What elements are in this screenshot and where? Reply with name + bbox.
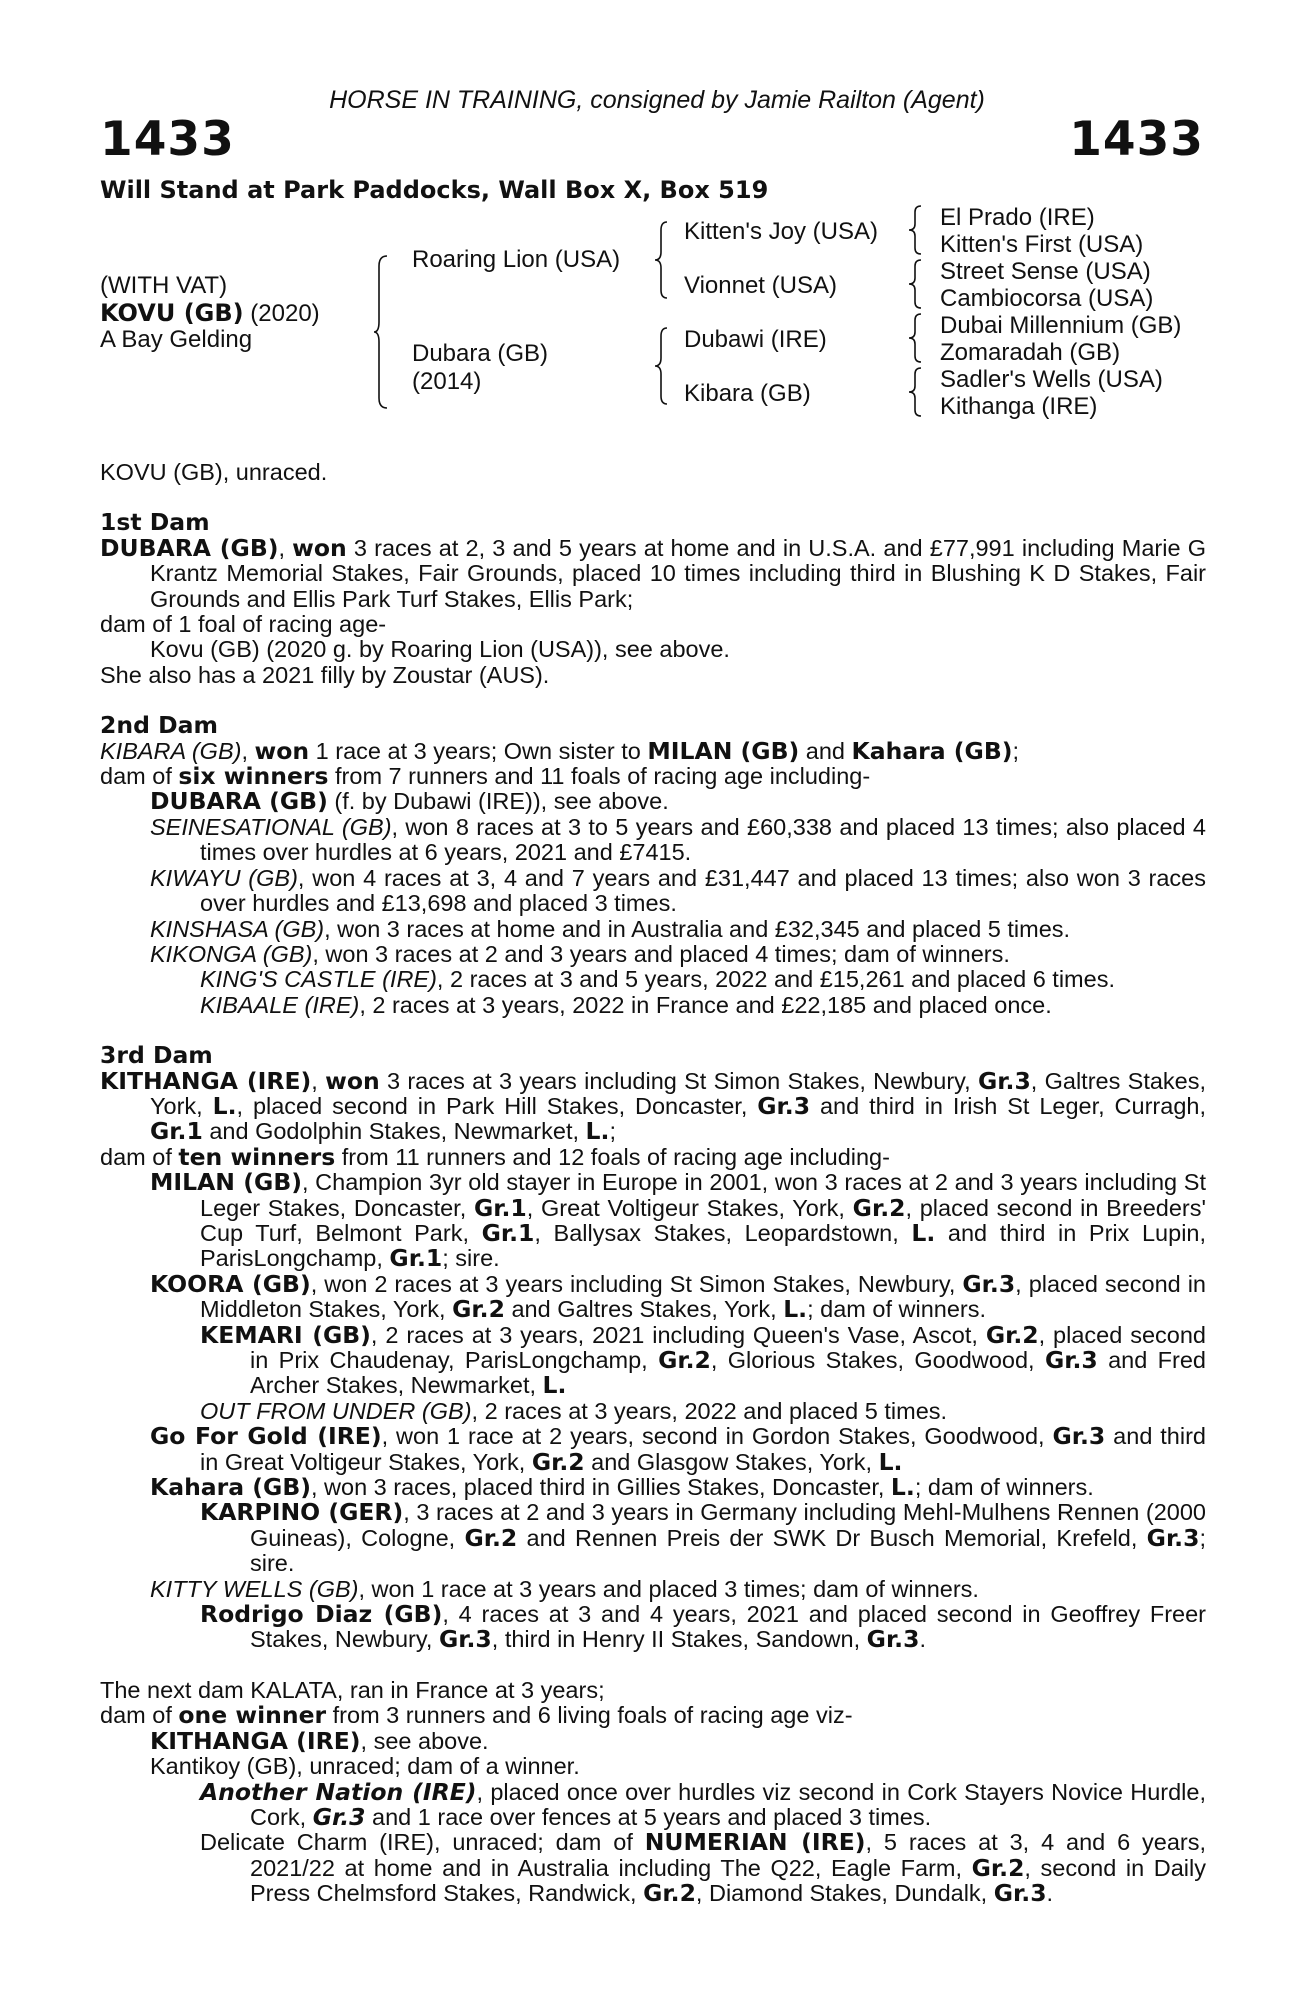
produce-delicate-charm — [100, 1830, 1206, 1906]
produce-name: MILAN (GB) — [150, 1168, 302, 1197]
text: , 5 races at 3, 4 and 6 years, 2021/22 at home and in Australia including The Q22, Eagle Farm, — [250, 1829, 1207, 1881]
horse-year: (2020) — [243, 300, 320, 327]
text: , 2 races at 3 and 5 years, 2022 and £15,261 and placed 6 times. — [436, 966, 1115, 993]
grade: Gr.3 — [757, 1091, 811, 1120]
text: , won 2 races at 3 years including St Simon Stakes, Newbury, — [310, 1270, 963, 1297]
text: dam of — [100, 1702, 179, 1729]
third-dam-dam-of — [100, 1142, 1206, 1171]
grade: Gr.3 — [438, 1625, 492, 1654]
text: (f. by Dubawi (IRE)), see above. — [327, 788, 669, 815]
text: , 2 races at 3 years, 2021 including Queen's Vase, Ascot, — [370, 1321, 986, 1348]
produce-name: OUT FROM UNDER (GB) — [200, 1397, 472, 1424]
produce-name: KARPINO (GER) — [200, 1498, 404, 1527]
grade: L. — [783, 1295, 808, 1324]
text: and Godolphin Stakes, Newmarket, — [202, 1118, 586, 1145]
ggp-sss: El Prado (IRE) — [940, 204, 1095, 231]
grade: L. — [911, 1218, 936, 1247]
text: ; sire. — [442, 1245, 500, 1272]
text: , won 1 race at 3 years and placed 3 times; dam of winners. — [358, 1575, 979, 1602]
winners-count: six winners — [178, 762, 329, 791]
text: dam of — [100, 763, 179, 790]
text: ; sire. — [250, 1524, 1206, 1577]
grade: Gr.3 — [977, 1066, 1031, 1095]
text: , placed once over hurdles viz second in Cork Stayers Novice Hurdle, Cork, — [250, 1778, 1206, 1830]
text: , 2 races at 3 years, 2022 and placed 5 times. — [471, 1397, 948, 1424]
text: and third in Prix Lupin, ParisLongchamp, — [200, 1219, 1207, 1272]
text: from 7 runners and 11 foals of racing age including- — [328, 763, 871, 790]
text: , placed second in Prix Chaudenay, ParisLongchamp, — [250, 1321, 1206, 1373]
produce-dubara — [100, 789, 1206, 814]
grade: L. — [878, 1447, 903, 1476]
bracket-sd — [908, 258, 926, 310]
third-dam-name: KITHANGA (IRE) — [100, 1066, 312, 1095]
produce-name: DUBARA (GB) — [150, 787, 328, 816]
ggp-sds: Street Sense (USA) — [940, 258, 1151, 285]
first-dam-text: 3 races at 2, 3 and 5 years at home and in U.S.A. and £77,991 including Marie G Krantz Memorial Stakes, Fair Grounds, placed 10 times including third in Blushing K D Stakes, Fair Grounds and Ellis Park Turf Stakes, Ellis Park; — [150, 534, 1206, 612]
text: . — [1046, 1880, 1054, 1907]
bracket-ds — [908, 312, 926, 364]
produce-kahara — [100, 1475, 1206, 1500]
produce-name: KEMARI (GB) — [200, 1320, 371, 1349]
text: and Rennen Preis der SWK Dr Busch Memorial, Krefeld, — [517, 1524, 1147, 1551]
produce-name: NUMERIAN (IRE) — [644, 1828, 866, 1857]
produce-name: Go For Gold (IRE) — [150, 1422, 382, 1451]
text: and Fred Archer Stakes, Newmarket, — [250, 1347, 1206, 1399]
produce-name: KING'S CASTLE (IRE) — [200, 966, 437, 993]
grade: Gr.2 — [985, 1320, 1039, 1349]
text: , see above. — [360, 1727, 489, 1754]
produce-name: Rodrigo Diaz (GB) — [200, 1600, 443, 1629]
text: , Ballysax Stakes, Leopardstown, — [534, 1219, 912, 1246]
text: , won 4 races at 3, 4 and 7 years and £31,447 and placed 13 times; also won 3 races over hurdles and £13,698 and placed 3 times. — [200, 864, 1206, 917]
bracket-sire — [654, 220, 672, 300]
produce-kikonga — [100, 942, 1206, 967]
grade: Gr.2 — [464, 1523, 518, 1552]
dam-year: (2014) — [412, 368, 482, 395]
text: and Galtres Stakes, York, — [504, 1296, 784, 1323]
produce-kinshasa — [100, 917, 1206, 942]
text: , Great Voltigeur Stakes, York, — [526, 1194, 853, 1221]
first-dam-record: DUBARA (GB), won 3 races at 2, 3 and 5 years at home and in U.S.A. and £77,991 including Marie G Krantz Memorial Stakes, Fair Grounds, placed 10 times including third in Blushing K D Stakes, Fair Grounds and Ellis Park Turf Stakes, Ellis Park; — [100, 533, 1206, 612]
dam-dam: Kibara (GB) — [684, 380, 811, 407]
produce-another-nation — [100, 1777, 1206, 1831]
first-dam-also: She also has a 2021 filly by Zoustar (AUS). — [100, 661, 550, 688]
grade: Gr.2 — [452, 1295, 505, 1324]
text: 1 race at 3 years; Own sister to — [309, 737, 648, 764]
grade: L. — [585, 1117, 610, 1146]
horse-name: KOVU (GB) — [100, 299, 244, 327]
grade: Gr.3 — [1044, 1346, 1098, 1374]
won-label: won — [325, 1066, 380, 1095]
ggp-dsd: Zomaradah (GB) — [940, 339, 1121, 366]
produce-name: KIKONGA (GB) — [150, 940, 313, 967]
produce-go-for-gold — [100, 1424, 1206, 1475]
text: and third in Great Voltigeur Stakes, York, — [200, 1423, 1206, 1475]
winners-count: ten winners — [178, 1142, 336, 1171]
second-dam-heading: 2nd Dam — [100, 711, 218, 740]
dam-sire: Dubawi (IRE) — [684, 326, 827, 353]
produce-name: Kahara (GB) — [150, 1473, 311, 1502]
produce-koora — [100, 1269, 1206, 1324]
produce-milan — [100, 1170, 1206, 1272]
next-dam-line: The next dam KALATA, ran in France at 3 years; — [100, 1676, 605, 1703]
grade: Gr.3 — [1052, 1422, 1106, 1451]
second-dam-record: KIBARA (GB), won 1 race at 3 years; Own sister to MILAN (GB) and Kahara (GB); — [100, 736, 1020, 765]
text: dam of — [100, 1143, 179, 1170]
text: . — [919, 1626, 926, 1653]
grade: Gr.2 — [852, 1193, 906, 1222]
sibling-name: Kahara (GB) — [851, 736, 1013, 765]
dam: Dubara (GB) — [412, 340, 549, 367]
text: ; dam of winners. — [807, 1296, 987, 1323]
stand-location: Will Stand at Park Paddocks, Wall Box X, Box 519 — [100, 176, 769, 204]
text: and — [799, 737, 852, 764]
produce-name: KINSHASA (GB) — [150, 915, 325, 942]
horse-description: A Bay Gelding — [100, 326, 253, 353]
text: , 4 races at 3 and 4 years, 2021 and placed second in Geoffrey Freer Stakes, Newbury, — [250, 1601, 1206, 1653]
grade: Gr.1 — [389, 1244, 443, 1273]
bracket-dd — [908, 366, 926, 418]
first-dam-heading: 1st Dam — [100, 508, 210, 537]
catalogue-body — [100, 460, 1206, 1907]
bracket-parents — [373, 254, 393, 410]
text: , 3 races at 2 and 3 years in Germany including Mehl-Mulhens Rennen (2000 Guineas), Cologne, — [250, 1499, 1206, 1551]
produce-kantikoy: Kantikoy (GB), unraced; dam of a winner. — [150, 1753, 580, 1780]
produce-kiwayu — [100, 866, 1206, 917]
third-dam-heading: 3rd Dam — [100, 1041, 213, 1070]
produce-name: KIBAALE (IRE) — [200, 991, 360, 1018]
grade: Gr.3 — [866, 1625, 920, 1654]
produce-name: SEINESATIONAL (GB) — [150, 813, 392, 840]
grade: Gr.2 — [971, 1853, 1025, 1882]
produce-name: KIWAYU (GB) — [150, 864, 298, 891]
bracket-dam — [654, 326, 672, 406]
won-label: won — [292, 533, 347, 562]
text: ; — [1012, 737, 1020, 764]
grade: Gr.2 — [643, 1879, 696, 1908]
sire-dam: Vionnet (USA) — [684, 272, 837, 299]
text: , placed second in Middleton Stakes, York, — [200, 1270, 1206, 1323]
grade: Gr.1 — [481, 1218, 535, 1247]
text: Delicate Charm (IRE), unraced; dam of — [200, 1829, 645, 1856]
first-dam-name: DUBARA (GB) — [100, 533, 279, 562]
text: , won 3 races, placed third in Gillies Stakes, Doncaster, — [310, 1474, 891, 1501]
text: ; — [609, 1118, 616, 1145]
produce-kibaale — [100, 993, 1206, 1018]
produce-name: KITTY WELLS (GB) — [150, 1575, 359, 1602]
intro-line: KOVU (GB), unraced. — [100, 459, 328, 485]
grade: L. — [212, 1091, 237, 1120]
text: , placed second in Breeders' Cup Turf, Belmont Park, — [200, 1194, 1206, 1246]
produce-kemari — [100, 1320, 1206, 1400]
text: , 2 races at 3 years, 2022 in France and £22,185 and placed once. — [359, 991, 1052, 1018]
text: from 11 runners and 12 foals of racing age including- — [335, 1143, 890, 1170]
produce-rodrigo-diaz — [100, 1602, 1206, 1653]
text: , placed second in Park Hill Stakes, Doncaster, — [236, 1092, 758, 1119]
text: , Glorious Stakes, Goodwood, — [710, 1347, 1045, 1373]
lot-number-right: 1433 — [1069, 112, 1204, 167]
ggp-ssd: Kitten's First (USA) — [940, 231, 1144, 258]
ggp-dds: Sadler's Wells (USA) — [940, 366, 1163, 393]
second-dam-dam-of — [100, 764, 1206, 789]
ggp-sdd: Cambiocorsa (USA) — [940, 285, 1154, 312]
produce-karpino — [100, 1500, 1206, 1576]
text: , Galtres Stakes, York, — [150, 1067, 1207, 1119]
text: , won 8 races at 3 to 5 years and £60,338 and placed 13 times; also placed 4 times over hurdles at 6 years, 2021 and £7415. — [200, 813, 1207, 866]
won-label: won — [254, 736, 310, 765]
grade: Gr.3 — [993, 1879, 1047, 1908]
vat-note: (WITH VAT) — [100, 272, 228, 299]
produce-kithanga — [100, 1726, 1206, 1755]
produce-name: KITHANGA (IRE) — [150, 1726, 361, 1755]
grade: Gr.3 — [312, 1802, 366, 1831]
grade: L. — [890, 1473, 915, 1502]
ggp-dss: Dubai Millennium (GB) — [940, 312, 1182, 339]
text: and 1 race over fences at 5 years and placed 3 times. — [365, 1803, 932, 1830]
horse-name-line — [100, 299, 320, 328]
text: 3 races at 3 years including St Simon Stakes, Newbury, — [379, 1067, 978, 1094]
text: and Glasgow Stakes, York, — [584, 1448, 879, 1475]
grade: Gr.2 — [658, 1346, 711, 1374]
text: , Champion 3yr old stayer in Europe in 2001, won 3 races at 2 and 3 years including St Leger Stakes, Doncaster, — [200, 1169, 1206, 1221]
grade: Gr.2 — [531, 1447, 585, 1476]
consignment-line: HORSE IN TRAINING, consigned by Jamie Railton (Agent) — [329, 86, 985, 114]
grade: Gr.3 — [962, 1269, 1016, 1298]
text: , Diamond Stakes, Dundalk, — [695, 1880, 994, 1907]
text: , won 3 races at 2 and 3 years and placed 4 times; dam of winners. — [312, 940, 1010, 967]
third-dam-record: KITHANGA (IRE), won 3 races at 3 years including St Simon Stakes, Newbury, Gr.3, Galtres Stakes, York, L., placed second in Park Hill Stakes, Doncaster, Gr.3 and third in Irish St Leger, Curragh, Gr.1 and Godolphin Stakes, Newmarket, L.; — [100, 1066, 1207, 1146]
produce-name: KOORA (GB) — [150, 1269, 311, 1298]
bracket-ss — [908, 204, 926, 256]
produce-seinesational — [100, 815, 1206, 866]
produce-kings-castle — [100, 967, 1206, 992]
ggp-ddd: Kithanga (IRE) — [940, 393, 1098, 420]
winners-count: one winner — [178, 1701, 327, 1730]
produce-out-from-under — [100, 1399, 1206, 1424]
sire: Roaring Lion (USA) — [412, 246, 621, 273]
sire-sire: Kitten's Joy (USA) — [684, 218, 878, 245]
next-dam-dam-of — [100, 1703, 1206, 1728]
text: , won 3 races at home and in Australia and £32,345 and placed 5 times. — [324, 915, 1071, 942]
first-dam-dam-of: dam of 1 foal of racing age- — [100, 611, 387, 638]
produce-name: Another Nation (IRE) — [200, 1777, 477, 1806]
second-dam-name: KIBARA (GB) — [100, 737, 242, 764]
text: , second in Daily Press Chelmsford Stakes, Randwick, — [250, 1854, 1206, 1907]
text: ; dam of winners. — [914, 1474, 1094, 1501]
lot-number-left: 1433 — [100, 112, 235, 167]
grade: Gr.1 — [150, 1117, 203, 1146]
grade: L. — [542, 1371, 567, 1400]
text: , won 1 race at 2 years, second in Gordon Stakes, Goodwood, — [381, 1423, 1053, 1450]
text: , third in Henry II Stakes, Sandown, — [491, 1626, 867, 1653]
text: from 3 runners and 6 living foals of racing age viz- — [326, 1702, 853, 1729]
sibling-name: MILAN (GB) — [647, 736, 800, 765]
grade: Gr.3 — [1146, 1523, 1200, 1552]
produce-kitty-wells — [100, 1577, 1206, 1602]
first-dam-foal: Kovu (GB) (2020 g. by Roaring Lion (USA)), see above. — [150, 636, 730, 663]
text: and third in Irish St Leger, Curragh, — [810, 1092, 1206, 1119]
grade: Gr.1 — [473, 1193, 527, 1222]
